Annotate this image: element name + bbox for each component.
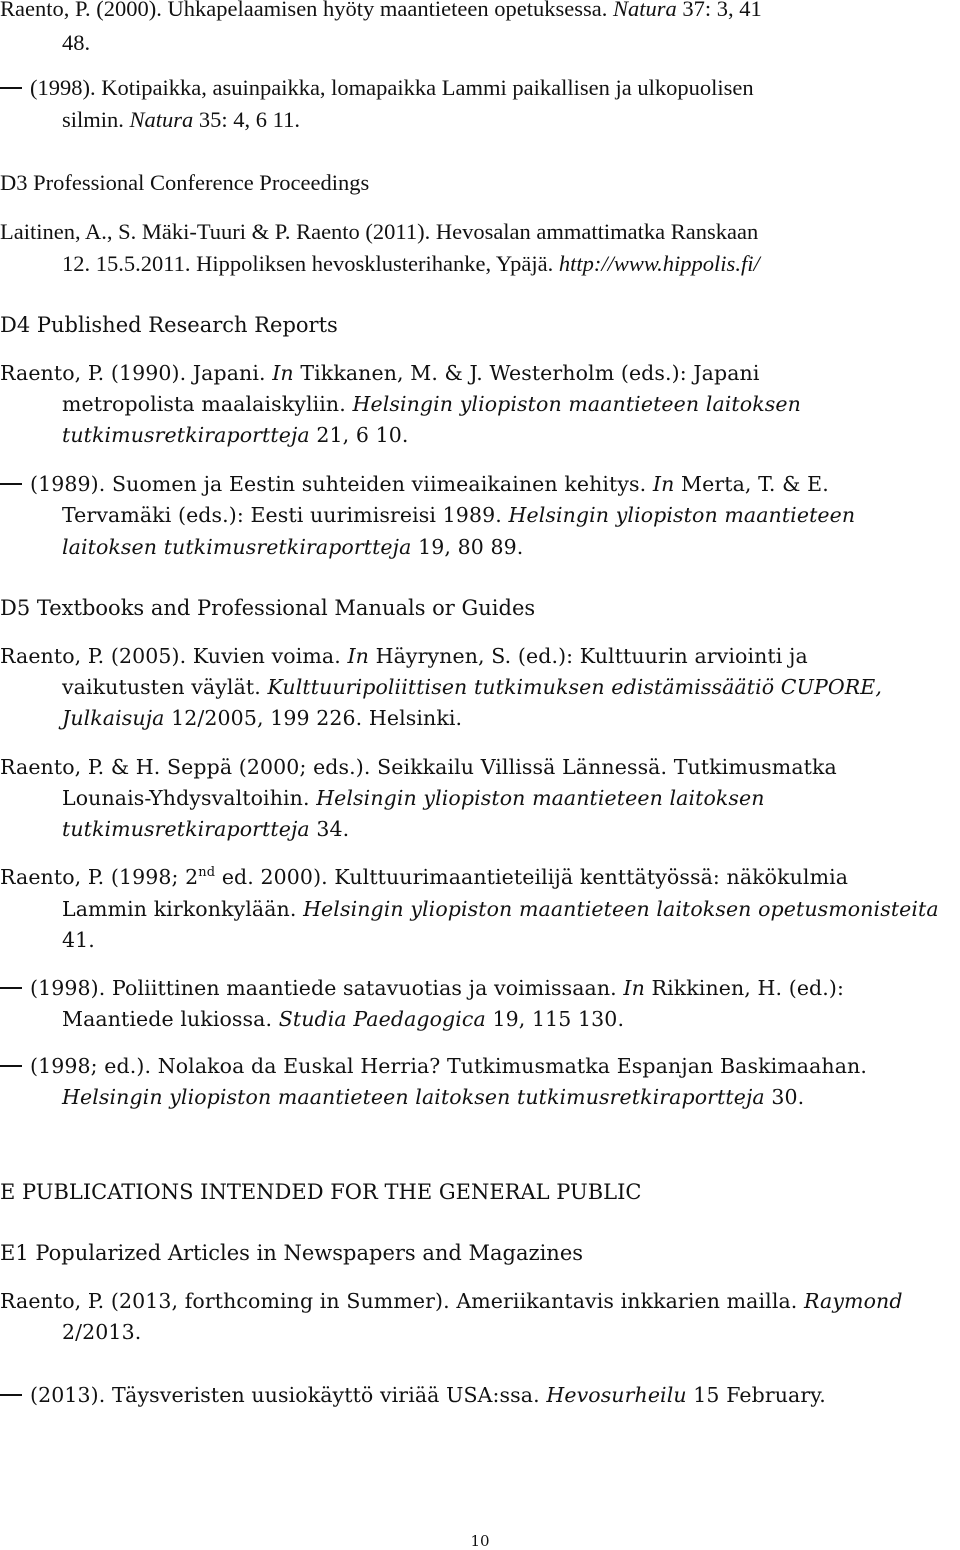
superscript: nd	[198, 865, 216, 881]
ref-line	[62, 786, 765, 810]
ref-text: Tikkanen, M. & J. Westerholm (eds.): Japani	[293, 361, 760, 385]
ref-line	[62, 1320, 141, 1344]
ref-line	[62, 535, 523, 559]
ref-line	[0, 472, 829, 496]
series-title: Helsingin yliopiston maantieteen laitoksen	[316, 786, 765, 810]
ref-text: In	[652, 472, 675, 496]
series-title: laitoksen tutkimusretkiraportteja	[62, 535, 412, 559]
ref-text: 12/2005, 199 226. Helsinki.	[164, 706, 463, 730]
ref-text: 30.	[764, 1085, 805, 1109]
series-title: Helsingin yliopiston maantieteen laitoksen	[352, 392, 801, 416]
section-heading-d4	[0, 313, 338, 337]
ref-text: 19, 80 89.	[411, 535, 524, 559]
series-title: Julkaisuja	[62, 706, 165, 730]
ref-line	[0, 75, 754, 101]
ref-text: 2/2013.	[62, 1320, 142, 1344]
ref-text: 21, 6 10.	[309, 423, 409, 447]
ref-text: (1998; ed.). Nolakoa da Euskal Herria? Tutkimusmatka Espanjan Baskimaahan.	[30, 1054, 867, 1078]
ref-line	[0, 219, 758, 245]
ref-line	[62, 706, 462, 730]
ref-text: Lounais-Yhdysvaltoihin.	[62, 786, 317, 810]
ref-line	[0, 361, 760, 385]
series-title: tutkimusretkiraportteja	[62, 817, 310, 841]
dash-mark	[0, 1065, 22, 1067]
ref-text: (2013). Täysveristen uusiokäyttö viriää USA:ssa.	[30, 1383, 547, 1407]
section-heading-d5	[0, 596, 535, 620]
dash-mark	[0, 1394, 22, 1396]
ref-text: Tervamäki (eds.): Eesti uurimisreisi 1989.	[62, 503, 509, 527]
journal-title: Natura	[129, 107, 194, 132]
url-link[interactable]: http://www.hippolis.fi/	[558, 251, 760, 276]
ref-line	[62, 30, 90, 56]
heading-text: D3 Professional Conference Proceedings	[0, 170, 370, 195]
ref-line	[62, 503, 855, 527]
ref-line	[62, 1007, 624, 1031]
ref-line	[62, 392, 801, 416]
ref-text: In	[272, 361, 294, 385]
ref-text: Raento, P. (2005). Kuvien voima.	[0, 644, 348, 668]
ref-line	[62, 928, 95, 952]
ref-text: metropolista maalaiskyliin.	[62, 392, 353, 416]
ref-text: (1989). Suomen ja Eestin suhteiden viimeaikainen kehitys.	[30, 472, 653, 496]
ref-text: 41.	[62, 928, 95, 952]
ref-line	[62, 251, 760, 277]
ref-line	[62, 817, 349, 841]
magazine-title: Raymond	[804, 1289, 903, 1313]
series-title: Kulttuuripoliittisen tutkimuksen edistämissäätiö CUPORE,	[267, 675, 882, 699]
ref-line	[0, 1289, 903, 1313]
ref-line	[62, 107, 300, 133]
ref-text: Raento, P. (1990). Japani.	[0, 361, 273, 385]
series-title: Helsingin yliopiston maantieteen laitoksen tutkimusretkiraportteja	[62, 1085, 765, 1109]
ref-text: ed. 2000). Kulttuurimaantieteilijä kenttätyössä: näkökulmia	[215, 865, 849, 889]
ref-text: silmin.	[62, 107, 130, 132]
section-heading-e	[0, 1180, 641, 1204]
ref-text: Rikkinen, H. (ed.):	[644, 976, 844, 1000]
ref-line	[0, 1054, 867, 1078]
ref-line	[0, 644, 808, 668]
series-title: tutkimusretkiraportteja	[62, 423, 310, 447]
dash-mark	[0, 987, 22, 989]
section-heading-e1	[0, 1241, 583, 1265]
ref-line	[0, 976, 844, 1000]
ref-line	[0, 0, 762, 22]
ref-text: Häyrynen, S. (ed.): Kulttuurin arviointi ja	[369, 644, 808, 668]
ref-text: 12. 15.5.2011. Hippoliksen hevosklusterihanke, Ypäjä.	[62, 251, 559, 276]
ref-line	[62, 897, 939, 921]
page-number: 10	[470, 1532, 490, 1550]
heading-text: E1 Popularized Articles in Newspapers and Magazines	[0, 1241, 584, 1265]
ref-text: Raento, P. (1998; 2	[0, 865, 199, 889]
heading-text: D4 Published Research Reports	[0, 313, 338, 337]
ref-text: Raento, P. (2000). Uhkapelaamisen hyöty maantieteen opetuksessa.	[0, 0, 613, 21]
series-title: Helsingin yliopiston maantieteen laitoksen opetusmonisteita	[303, 897, 939, 921]
ref-text: 35: 4, 6 11.	[193, 107, 300, 132]
ref-text: 19, 115 130.	[485, 1007, 625, 1031]
ref-line	[62, 423, 409, 447]
ref-text: 34.	[309, 817, 350, 841]
ref-text: 37: 3, 41	[676, 0, 762, 21]
ref-text: 15 February.	[686, 1383, 826, 1407]
ref-text: vaikutusten väylät.	[62, 675, 268, 699]
ref-line	[0, 865, 848, 889]
magazine-title: Hevosurheilu	[546, 1383, 687, 1407]
heading-text: D5 Textbooks and Professional Manuals or Guides	[0, 596, 536, 620]
ref-text: Raento, P. (2013, forthcoming in Summer). Ameriikantavis inkkarien mailla.	[0, 1289, 805, 1313]
section-heading-d3	[0, 170, 369, 196]
dash-mark	[0, 483, 22, 485]
ref-text: Laitinen, A., S. Mäki-Tuuri & P. Raento (2011). Hevosalan ammattimatka Ranskaan	[0, 219, 759, 244]
ref-line	[62, 1085, 804, 1109]
ref-text: (1998). Poliittinen maantiede satavuotias ja voimissaan.	[30, 976, 624, 1000]
ref-line	[0, 755, 837, 779]
ref-text: (1998). Kotipaikka, asuinpaikka, lomapaikka Lammi paikallisen ja ulkopuolisen	[30, 75, 754, 100]
ref-text: Lammin kirkonkylään.	[62, 897, 304, 921]
journal-title: Natura	[612, 0, 677, 21]
ref-text: Merta, T. & E.	[674, 472, 829, 496]
ref-text: Raento, P. & H. Seppä (2000; eds.). Seikkailu Villissä Lännessä. Tutkimusmatka	[0, 755, 837, 779]
ref-text: In	[347, 644, 369, 668]
dash-mark	[0, 87, 22, 89]
ref-text: Maantiede lukiossa.	[62, 1007, 279, 1031]
ref-line	[62, 675, 882, 699]
series-title: Helsingin yliopiston maantieteen	[508, 503, 856, 527]
series-title: Studia Paedagogica	[278, 1007, 486, 1031]
ref-text: In	[623, 976, 645, 1000]
heading-text: E PUBLICATIONS INTENDED FOR THE GENERAL PUBLIC	[0, 1180, 642, 1204]
ref-text: 48.	[62, 30, 91, 55]
ref-line	[0, 1383, 826, 1407]
